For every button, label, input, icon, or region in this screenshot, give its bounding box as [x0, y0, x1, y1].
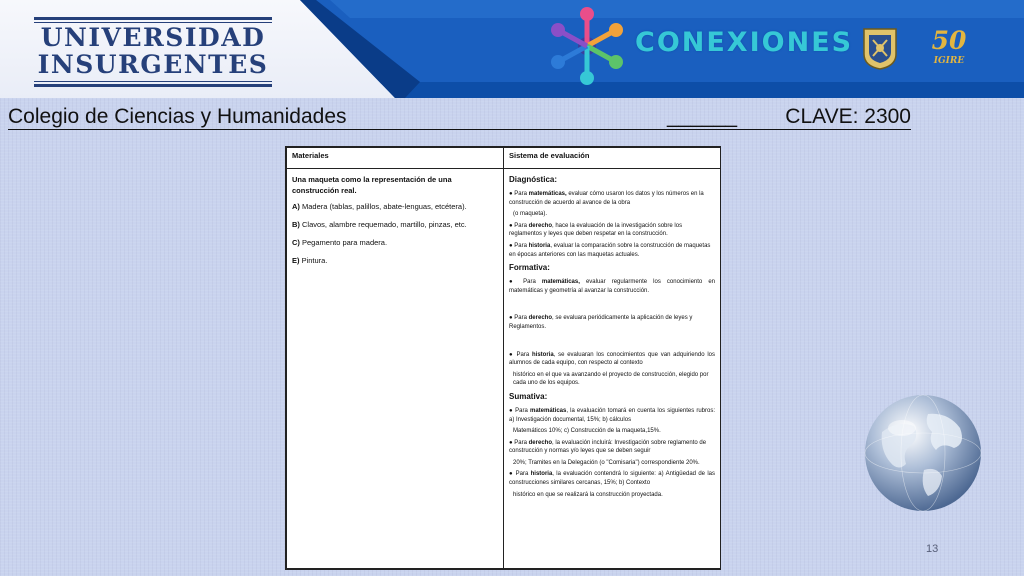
sum-historia: ● Para historia, la evaluación contendrá lo siguiente: a) Antigüedad de las construcciones similares cercanas, 15%; b) Contexto [509, 471, 715, 487]
materials-intro: Una maqueta como la representación de una construcción real. [292, 175, 452, 195]
sum-math: ● Para matemáticas, la evaluación tomará en cuenta los siguientes rubros: a) Investigación documental, 15%; b) cálculos [509, 407, 715, 423]
header [0, 0, 1024, 98]
sum-math-cont: Matemáticos 10%; c) Construcción de la maqueta,15%. [513, 428, 661, 435]
header-materiales: Materiales [287, 148, 504, 169]
diag-historia: ● Para historia, evaluar la comparación sobre la construcción de maquetas en épocas anteriores con las maquetas actuales. [509, 242, 711, 258]
sum-derecho: ● Para derecho, la evaluación incluirá: Investigación sobre reglamento de construcción y normas y/o leyes que se deben seguir [509, 439, 707, 455]
page-title [8, 105, 911, 130]
diag-derecho: ● Para derecho, hace la evaluación de la investigación sobre los reglamentos y leyes que deben respetar en la construcción. [509, 222, 683, 238]
evaluation-cell [504, 169, 721, 569]
page-number: 13 [926, 543, 939, 555]
anniversary-sub: IGIRE [933, 56, 965, 66]
sum-historia-cont: histórico en que se realizará la construcción proyectada. [513, 491, 663, 498]
material-item: C) Pegamento para madera. [292, 238, 388, 247]
sum-derecho-cont: 20%; Tramites en la Delegación (o "Comisaria") correspondiente 20%. [513, 459, 700, 466]
anniversary-number: 50 [931, 26, 967, 55]
form-historia-cont: histórico en el que va avanzando el proyecto de construcción, elegido por cada uno de los equipos. [513, 371, 709, 387]
section-diagnostica: Diagnóstica: [509, 175, 558, 184]
globe-icon [862, 392, 984, 514]
conexiones-hexagon-icon [544, 6, 630, 86]
form-historia: ● Para historia, se evaluaran los conocimientos que van adquiriendo los alumnos de cada equipo, con respecto al contexto [509, 351, 715, 367]
title-clave: CLAVE: 2300 [785, 105, 911, 128]
unam-crest-icon [861, 26, 899, 70]
section-formativa: Formativa: [509, 263, 550, 273]
anniversary-logo [923, 24, 975, 72]
section-sumativa: Sumativa: [509, 391, 548, 401]
diag-math-cont: (o maqueta). [513, 211, 548, 218]
evaluation-table [285, 146, 721, 570]
material-item: E) Pintura. [292, 256, 328, 265]
conexiones-label: CONEXIONES [635, 27, 854, 58]
form-math: ● Para matemáticas, evaluar regularmente los conocimiento en matemáticas y geometría al avanzar la construcción. [509, 279, 715, 294]
logo-line-1: UNIVERSIDAD [40, 23, 266, 52]
diag-math: ● Para matemáticas, evaluar cómo usaron los datos y los números en la construcción de acuerdo al avance de la obra [509, 191, 704, 206]
title-college: Colegio de Ciencias y Humanidades [8, 105, 347, 128]
universidad-insurgentes-logo [34, 17, 272, 87]
title-blank: ______ [667, 105, 738, 128]
material-item: A) Madera (tablas, palillos, abate-lenguas, etcétera). [292, 202, 467, 211]
header-sistema-evaluacion: Sistema de evaluación [504, 148, 721, 169]
materials-cell [287, 169, 504, 569]
logo-line-2: INSURGENTES [37, 50, 269, 79]
form-derecho: ● Para derecho, se evaluara periódicamente la aplicación de leyes y Reglamentos. [509, 315, 693, 330]
material-item: B) Clavos, alambre requemado, martillo, pinzas, etc. [292, 220, 467, 229]
